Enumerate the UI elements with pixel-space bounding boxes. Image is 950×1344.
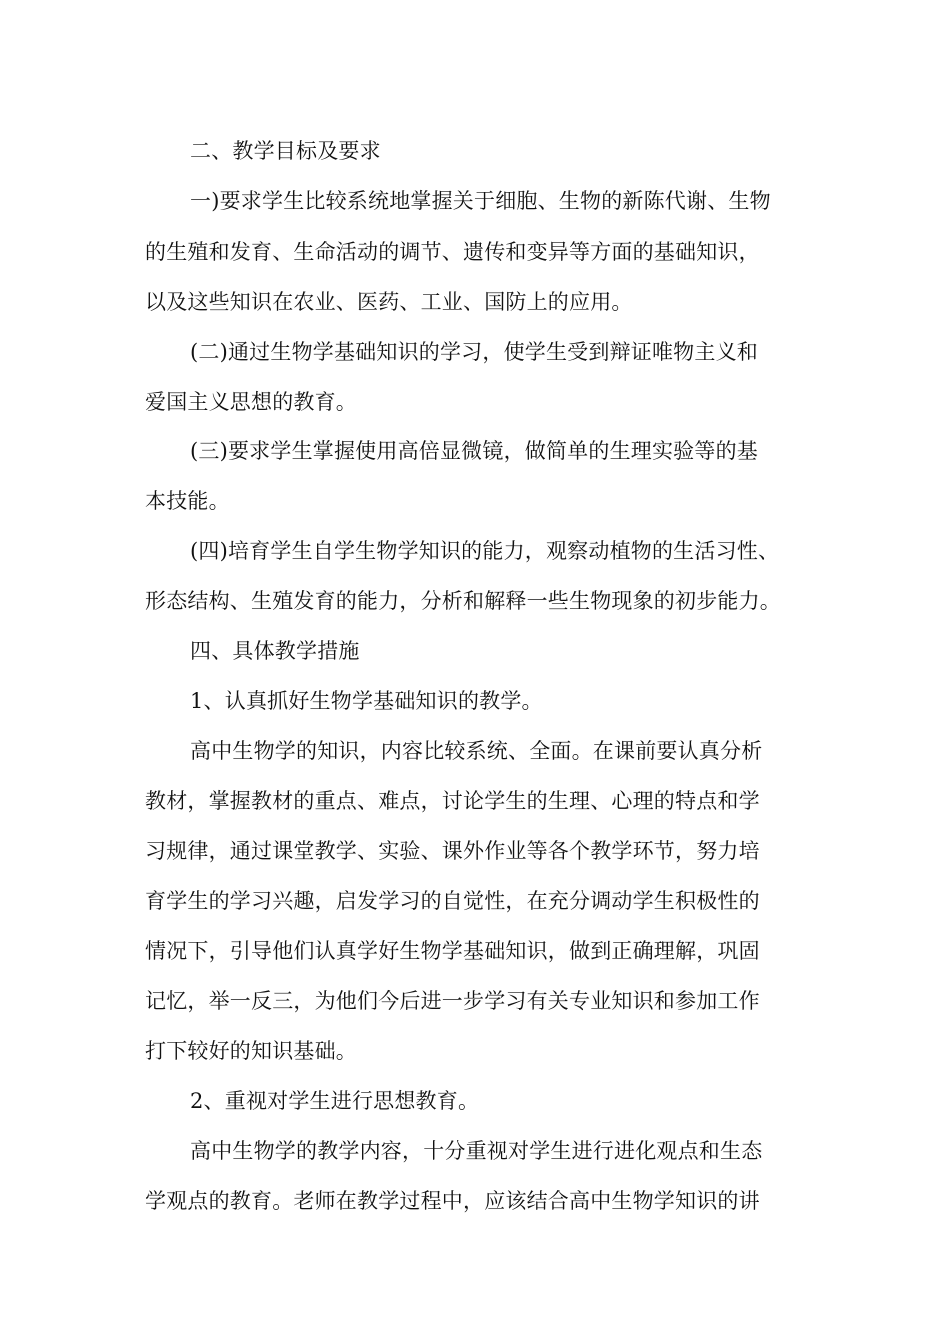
paragraph-line: 习规律，通过课堂教学、实验、课外作业等各个教学环节，努力培 (145, 839, 760, 863)
subsection-heading: 1、认真抓好生物学基础知识的教学。 (190, 689, 543, 713)
paragraph-line: 学观点的教育。老师在教学过程中，应该结合高中生物学知识的讲 (145, 1189, 760, 1213)
section-heading: 二、教学目标及要求 (190, 139, 381, 163)
paragraph-line: 打下较好的知识基础。 (145, 1039, 357, 1063)
paragraph-line: 高中生物学的教学内容，十分重视对学生进行进化观点和生态 (190, 1139, 763, 1163)
paragraph-line: 情况下，引导他们认真学好生物学基础知识，做到正确理解，巩固 (145, 939, 760, 963)
paragraph-line: 的生殖和发育、生命活动的调节、遗传和变异等方面的基础知识， (145, 240, 760, 264)
paragraph-line: 爱国主义思想的教育。 (145, 390, 357, 414)
paragraph-line: 一)要求学生比较系统地掌握关于细胞、生物的新陈代谢、生物 (190, 189, 771, 213)
paragraph-line: 形态结构、生殖发育的能力，分析和解释一些生物现象的初步能力。 (145, 589, 781, 613)
paragraph-line: 教材，掌握教材的重点、难点，讨论学生的生理、心理的特点和学 (145, 789, 760, 813)
paragraph-line: 记忆，举一反三，为他们今后进一步学习有关专业知识和参加工作 (145, 989, 760, 1013)
paragraph-line: (四)培育学生自学生物学知识的能力，观察动植物的生活习性、 (190, 539, 780, 563)
paragraph-line: 育学生的学习兴趣，启发学习的自觉性，在充分调动学生积极性的 (145, 889, 760, 913)
paragraph-line: (二)通过生物学基础知识的学习，使学生受到辩证唯物主义和 (190, 340, 758, 364)
section-heading: 四、具体教学措施 (190, 639, 360, 663)
subsection-heading: 2、重视对学生进行思想教育。 (190, 1089, 480, 1113)
paragraph-line: 高中生物学的知识，内容比较系统、全面。在课前要认真分析 (190, 739, 763, 763)
paragraph-line: 本技能。 (145, 489, 230, 513)
paragraph-line: 以及这些知识在农业、医药、工业、国防上的应用。 (145, 290, 633, 314)
paragraph-line: (三)要求学生掌握使用高倍显微镜，做简单的生理实验等的基 (190, 439, 758, 463)
